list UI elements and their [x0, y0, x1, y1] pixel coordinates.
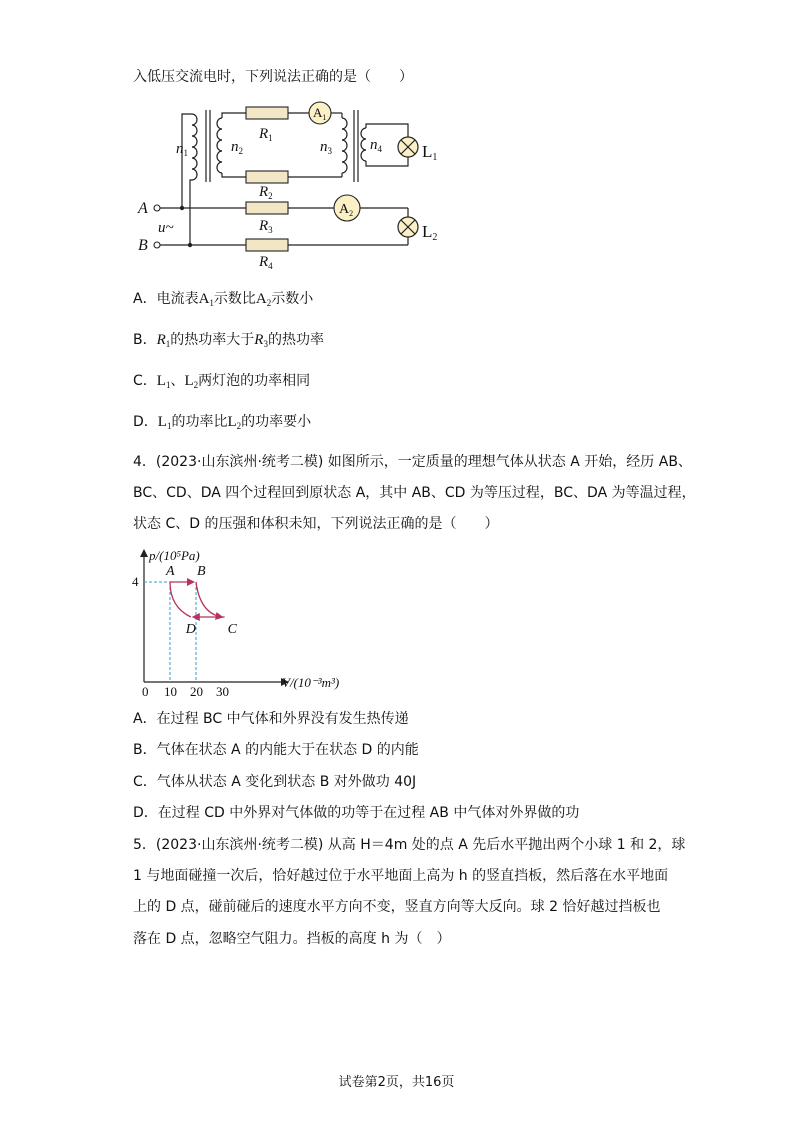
label-r3: R — [259, 218, 269, 234]
q5-stem-line-4: 落在 D 点，忽略空气阻力。挡板的高度 h 为（ ） — [133, 931, 451, 947]
q4-option-b: B．气体在状态 A 的内能大于在状态 D 的内能 — [133, 742, 419, 758]
label-terminal-b: B — [138, 237, 148, 254]
q3-option-d: D．$L_1$的功率比$L_2$的功率要小 — [133, 414, 312, 431]
q3-option-c: C．$L_1$、$L_2$两灯泡的功率相同 — [133, 373, 311, 390]
process-da — [170, 582, 191, 617]
q4-option-d: D．在过程 CD 中外界对气体做的功等于在过程 AB 中气体对外界做的功 — [133, 805, 580, 821]
svg-text:L2: L2 — [422, 222, 438, 243]
q4-option-a: A．在过程 BC 中气体和外界没有发生热传递 — [133, 711, 409, 727]
lamp-l2 — [398, 217, 418, 237]
q4-stem-line-3: 状态 C、D 的压强和体积未知，下列说法正确的是（ ） — [133, 516, 499, 532]
terminal-b — [154, 242, 160, 248]
q3-option-a: A．电流表$A_1$示数比$A_2$示数小 — [133, 291, 314, 308]
svg-text:R4: $R_4$ — [259, 254, 273, 271]
q4-stem-line-2: BC、CD、DA 四个过程回到原状态 A，其中 AB、CD 为等压过程，BC、DA 为等温过程， — [133, 485, 696, 501]
svg-text:L1: L1 — [422, 142, 438, 163]
svg-text:R3: $R_3$ — [259, 218, 273, 235]
coil-n3 — [342, 118, 347, 173]
coil-n2 — [217, 118, 222, 173]
svg-text:n3: $n_3$ — [320, 139, 332, 156]
coil-n4 — [361, 128, 366, 161]
coil-n1 — [192, 114, 197, 180]
q3-stem-tail: 入低压交流电时，下列说法正确的是（ ） — [133, 69, 413, 85]
label-n4: n — [370, 137, 378, 153]
circuit-diagram — [130, 96, 450, 276]
point-label-b: B — [197, 564, 206, 579]
q5-stem-line-2: 1 与地面碰撞一次后，恰好越过位于水平地面上高为 h 的竖直挡板，然后落在水平地面 — [133, 868, 669, 884]
svg-text:n2: $n_2$ — [231, 139, 243, 156]
point-label-c: C — [227, 622, 237, 637]
label-n2: n — [231, 139, 239, 155]
label-a1: A — [313, 105, 323, 120]
label-source: u~ — [158, 220, 174, 236]
label-a2: A — [339, 202, 350, 217]
page-footer: 试卷第2页，共16页 — [338, 1075, 455, 1090]
resistor-r4 — [246, 239, 288, 251]
y-tick-4: 4 — [132, 574, 139, 589]
terminal-a — [154, 205, 160, 211]
x-tick-30: 30 — [216, 684, 229, 699]
q4-option-c: C．气体从状态 A 变化到状态 B 对外做功 40J — [133, 774, 417, 790]
lamp-l1 — [398, 137, 418, 157]
label-n1: n — [176, 141, 184, 157]
x-tick-10: 10 — [164, 684, 177, 699]
svg-text:n1: $n_1$ — [176, 141, 188, 158]
resistor-r3 — [246, 202, 288, 214]
label-r1: R — [259, 126, 269, 142]
label-r4: R — [259, 254, 269, 270]
x-tick-0: 0 — [142, 684, 149, 699]
svg-text:R2: $R_2$ — [259, 184, 273, 201]
resistor-r2 — [246, 171, 288, 183]
q5-stem-line-3: 上的 D 点，碰前碰后的速度水平方向不变，竖直方向等大反向。球 2 恰好越过挡板也 — [133, 899, 661, 915]
resistor-r1 — [246, 107, 288, 119]
y-axis-label: p/(10⁵Pa) — [149, 548, 200, 563]
label-r2: R — [259, 184, 269, 200]
q4-stem-line-1: 4．(2023·山东滨州·统考二模) 如图所示，一定质量的理想气体从状态 A 开始，经历 AB、 — [133, 454, 692, 470]
svg-text:R1: $R_1$ — [259, 126, 273, 143]
svg-text:A1: $A_1$ — [313, 105, 327, 122]
point-label-a: A — [166, 564, 175, 579]
label-terminal-a: A — [138, 200, 148, 217]
svg-text:A2: $A_2$ — [339, 202, 354, 218]
point-label-d: D — [185, 622, 196, 637]
q5-stem-line-1: 5．(2023·山东滨州·统考二模) 从高 H＝4m 处的点 A 先后水平抛出两个小球 1 和 2，球 — [133, 837, 686, 853]
pv-chart — [130, 544, 370, 700]
label-l1: L — [422, 142, 433, 161]
svg-text:n4: $n_4$ — [370, 137, 382, 154]
process-bc — [196, 582, 222, 617]
q3-option-b: B．$R_1$的热功率大于$R_3$的热功率 — [133, 332, 324, 349]
label-l2: L — [422, 222, 433, 241]
x-tick-20: 20 — [190, 684, 203, 699]
label-n3: n — [320, 139, 328, 155]
x-axis-label: V/(10⁻³m³) — [282, 675, 340, 690]
